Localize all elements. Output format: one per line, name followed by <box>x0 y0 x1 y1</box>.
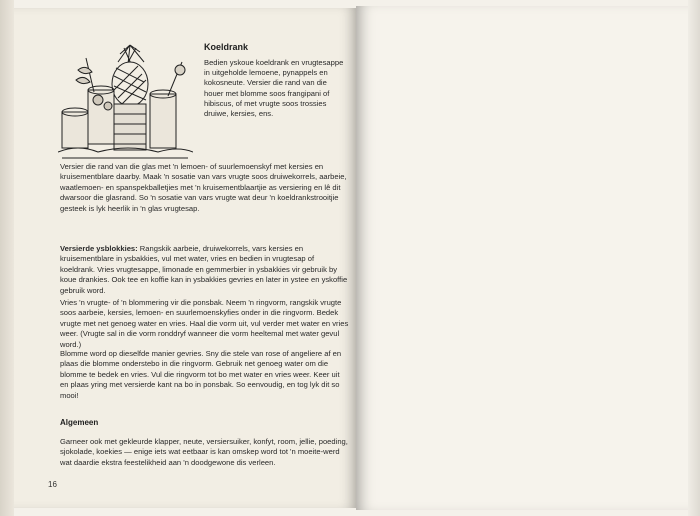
ice-cubes-lead: Versierde ysblokkies: <box>60 244 138 253</box>
drinks-illustration <box>58 40 193 160</box>
subheading-general: Algemeen <box>60 418 99 427</box>
intro-paragraph: Bedien yskoue koeldrank en vrugtesappe in uitgeholde lemoene, pynappels en kokosneute. Versier die rand van die houer met blomme soos frangipani of hibiscus, of met vrugte soos trossies druiwe, kersies, ens. <box>204 58 344 119</box>
right-page-blank <box>356 6 688 510</box>
paragraph-garnish: Versier die rand van die glas met 'n lemoen- of suurlemoenskyf met kersies en kruisementblare daarby. Maak 'n sosatie van vars vrugte soos druiwekorrels, aarbeie, waatlemoen- en spanspekballetjies met 'n kruisementblaartjie as versiering en lê dit dwarsoor die glasrand. So 'n sosatie van vars vrugte wat deur 'n koeldrankstrooitjie gesteek is lyk heerlik in 'n glas vrugtesap. <box>60 162 347 213</box>
paragraph-general: Garneer ook met gekleurde klapper, neute, versiersuiker, konfyt, room, jellie, poeding, sjokolade, koekies — enige iets wat eetbaar is kan omskep word tot 'n moeite-werd wat daardie ekstra feestelikheid aan 'n doodgewone dis verleen. <box>60 437 348 467</box>
section-title: Koeldrank <box>204 42 249 52</box>
page-edge-left <box>0 0 14 516</box>
paragraph-flower-ring: Blomme word op dieselfde manier gevries. Sny die stele van rose of angeliere af en plaas die blomme onderstebo in die ringvorm. Gebruik net genoeg water om die blomme te bedek en vries. Vul die ringvorm tot bo met water en vries weer. Keer uit en plaas yring met versierde kant na bo in ponsbak. So eenvoudig, en tog lyk dit so mooi! <box>60 349 342 400</box>
ice-cubes-body: Rangskik aarbeie, druiwekorrels, vars kersies en kruisementblare in ysbakkies, vul met water, vries en bedien in vrugtesap of koeldrank. Vries vrugtesappe, limonade en gemmerbier in ysbakkies vir gebruik by koue drankies. Ook tee en koffie kan in ysbakkies gevries en later in ystee en yskoffie gebruik word. <box>60 244 348 295</box>
page-number: 16 <box>48 480 57 489</box>
paragraph-ice-cubes <box>60 244 350 296</box>
page-edge-right <box>688 0 700 516</box>
paragraph-fruit-ring: Vries 'n vrugte- of 'n blommering vir die ponsbak. Neem 'n ringvorm, rangskik vrugte soos aarbeie, kersies, lemoen- en suurlemoenskyfies onder in die ringvorm. Bedek vrugte met net genoeg water en vries. Haal die vorm uit, vul verder met water en vries weer. (Vrugte sal in die vorm ronddryf wanneer die vorm heeltemal met water gevul word.) <box>60 298 349 349</box>
